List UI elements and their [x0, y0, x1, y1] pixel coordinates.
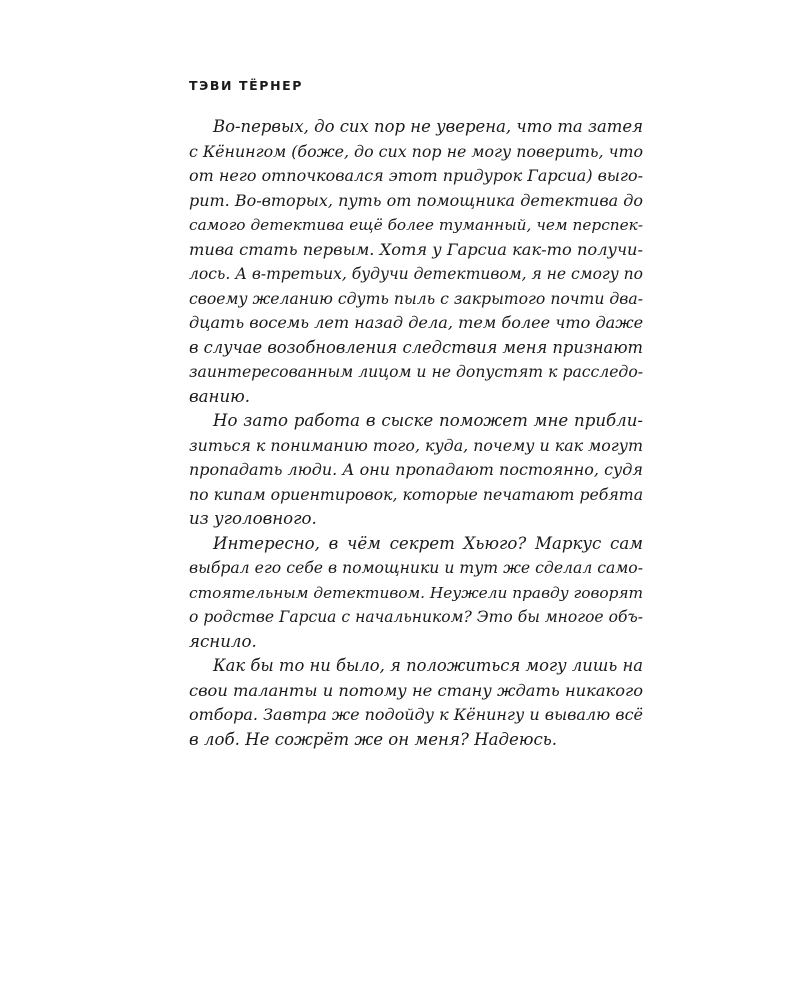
text-line: из уголовного.	[189, 509, 317, 528]
text-line: своему желанию сдуть пыль с закрытого почти два-	[189, 288, 643, 308]
text-line: отбора. Завтра же подойду к Кёнингу и вывалю всё	[189, 705, 643, 724]
text-line: яснило.	[189, 631, 257, 651]
text-line: Но зато работа в сыске поможет мне прибли-	[213, 411, 643, 430]
text-line: ванию.	[189, 386, 251, 406]
text-line: самого детектива ещё более туманный, чем перспек-	[189, 216, 643, 234]
text-line: от него отпочковался этот придурок Гарсиа) выго-	[189, 166, 643, 185]
body-text	[189, 115, 643, 752]
paragraph-2	[189, 409, 643, 532]
text-line: о родстве Гарсиа с начальником? Это бы многое объ-	[189, 608, 643, 626]
text-line: Интересно, в чём секрет Хьюго? Маркус сам	[213, 533, 643, 553]
paragraph-4	[189, 654, 643, 752]
text-line: в случае возобновления следствия меня признают	[189, 337, 643, 357]
text-line: Как бы то ни было, я положиться могу лишь на	[213, 656, 643, 675]
text-line: заинтересованным лицом и не допустят к расследо-	[189, 363, 643, 381]
text-line: в лоб. Не сожрёт же он меня? Надеюсь.	[189, 729, 558, 749]
text-line: выбрал его себе в помощники и тут же сделал само-	[189, 558, 643, 577]
text-line: пропадать люди. А они пропадают постоянно, судя	[189, 460, 643, 479]
text-line: Во-первых, до сих пор не уверена, что та затея	[213, 117, 643, 136]
paragraph-1	[189, 115, 643, 409]
running-head: ТЭВИ ТЁРНЕР	[189, 78, 304, 93]
text-line: дцать восемь лет назад дела, тем более что даже	[189, 313, 644, 332]
text-line: свои таланты и потому не стану ждать никакого	[189, 680, 643, 700]
text-line: лось. А в-третьих, будучи детективом, я не смогу по	[189, 265, 643, 283]
paragraph-3	[189, 532, 643, 655]
text-line: по кипам ориентировок, которые печатают ребята	[189, 484, 644, 504]
text-line: рит. Во-вторых, путь от помощника детектива до	[189, 190, 643, 210]
text-line: стоятельным детективом. Неужели правду говорят	[189, 583, 644, 602]
text-line: тива стать первым. Хотя у Гарсиа как-то получи-	[189, 239, 643, 259]
text-line: зиться к пониманию того, куда, почему и как могут	[189, 435, 643, 455]
text-line: с Кёнингом (боже, до сих пор не могу поверить, что	[189, 141, 643, 161]
